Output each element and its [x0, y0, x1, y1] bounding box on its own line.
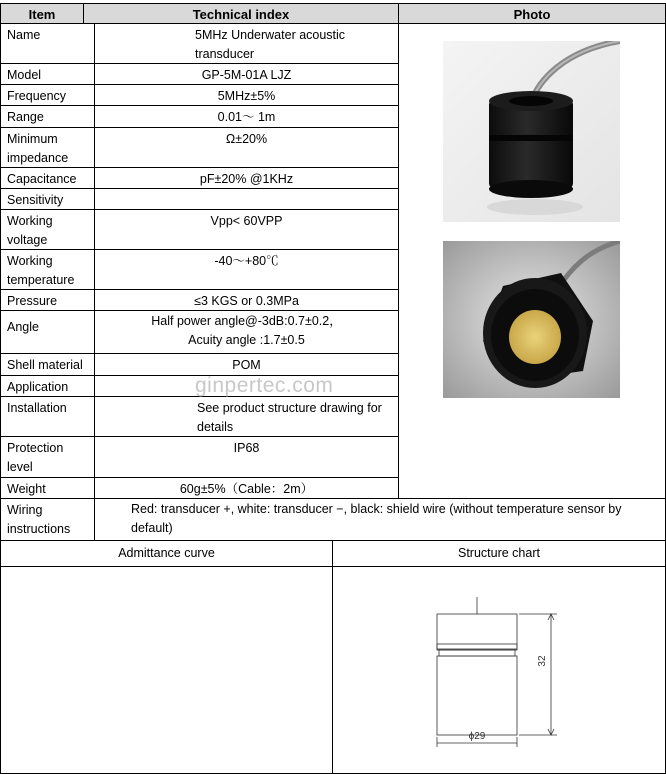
photo-cell [398, 23, 666, 499]
row-label-frequency: Frequency [0, 84, 95, 106]
drawing-bottom-body [437, 656, 517, 735]
row-label-sensitivity: Sensitivity [0, 188, 95, 210]
row-value-min-impedance: Ω±20% [94, 127, 399, 168]
row-value-capacitance: pF±20% @1KHz [94, 167, 399, 189]
height-dimension-label: 32 [537, 655, 548, 667]
row-value-name [94, 23, 399, 64]
structure-drawing [333, 567, 665, 773]
transducer-front-image [443, 241, 620, 398]
section-structure-chart: Structure chart [332, 540, 666, 567]
row-label-protection-level: Protection level [0, 436, 95, 478]
row-label-working-temperature: Working temperature [0, 249, 95, 290]
admittance-curve-area [0, 566, 333, 774]
structure-chart-area [332, 566, 666, 774]
diameter-dimension-label: ϕ29 [468, 731, 486, 742]
product-photo-side [443, 41, 620, 222]
name-value-text: 5MHz Underwater acoustic transducer [195, 28, 346, 61]
row-label-weight: Weight [0, 477, 95, 499]
row-value-model: GP-5M-01A LJZ [94, 63, 399, 85]
row-label-angle: Angle [0, 310, 95, 354]
row-value-frequency: 5MHz±5% [94, 84, 399, 106]
transducer-side-image [443, 41, 620, 222]
row-value-protection-level: IP68 [94, 436, 399, 478]
row-label-installation: Installation [0, 396, 95, 437]
row-label-application: Application [0, 375, 95, 397]
row-label-name: Name [0, 23, 95, 64]
row-label-pressure: Pressure [0, 289, 95, 311]
row-label-shell-material: Shell material [0, 353, 95, 376]
drawing-groove-2 [439, 650, 515, 656]
row-label-working-voltage: Working voltage [0, 209, 95, 250]
product-photo-front [443, 241, 620, 398]
row-value-shell-material: POM [94, 353, 399, 376]
row-value-working-temperature: -40～+80℃ [94, 249, 399, 290]
row-value-weight: 60g±5%（Cable：2m） [94, 477, 399, 499]
row-value-sensitivity [94, 188, 399, 210]
row-label-capacitance: Capacitance [0, 167, 95, 189]
row-label-range: Range [0, 105, 95, 128]
header-item: Item [0, 3, 84, 24]
row-value-pressure: ≤3 KGS or 0.3MPa [94, 289, 399, 311]
row-label-model: Model [0, 63, 95, 85]
row-value-installation [94, 396, 399, 437]
header-photo: Photo [398, 3, 666, 24]
row-value-range: 0.01～ 1m [94, 105, 399, 128]
section-admittance-curve: Admittance curve [0, 540, 333, 567]
row-value-wiring: Red: transducer +, white: transducer −, black: shield wire (without temperature sensor by default) [94, 498, 666, 541]
row-label-min-impedance: Minimum impedance [0, 127, 95, 168]
installation-value-text: See product structure drawing for details [197, 401, 382, 434]
row-value-angle: Half power angle@-3dB:0.7±0.2，Acuity angle :1.7±0.5 [94, 310, 399, 354]
row-label-wiring: Wiring instructions [0, 498, 95, 541]
header-technical-index: Technical index [83, 3, 399, 24]
watermark: ginpertec.com [195, 374, 334, 397]
row-value-working-voltage: Vpp< 60VPP [94, 209, 399, 250]
